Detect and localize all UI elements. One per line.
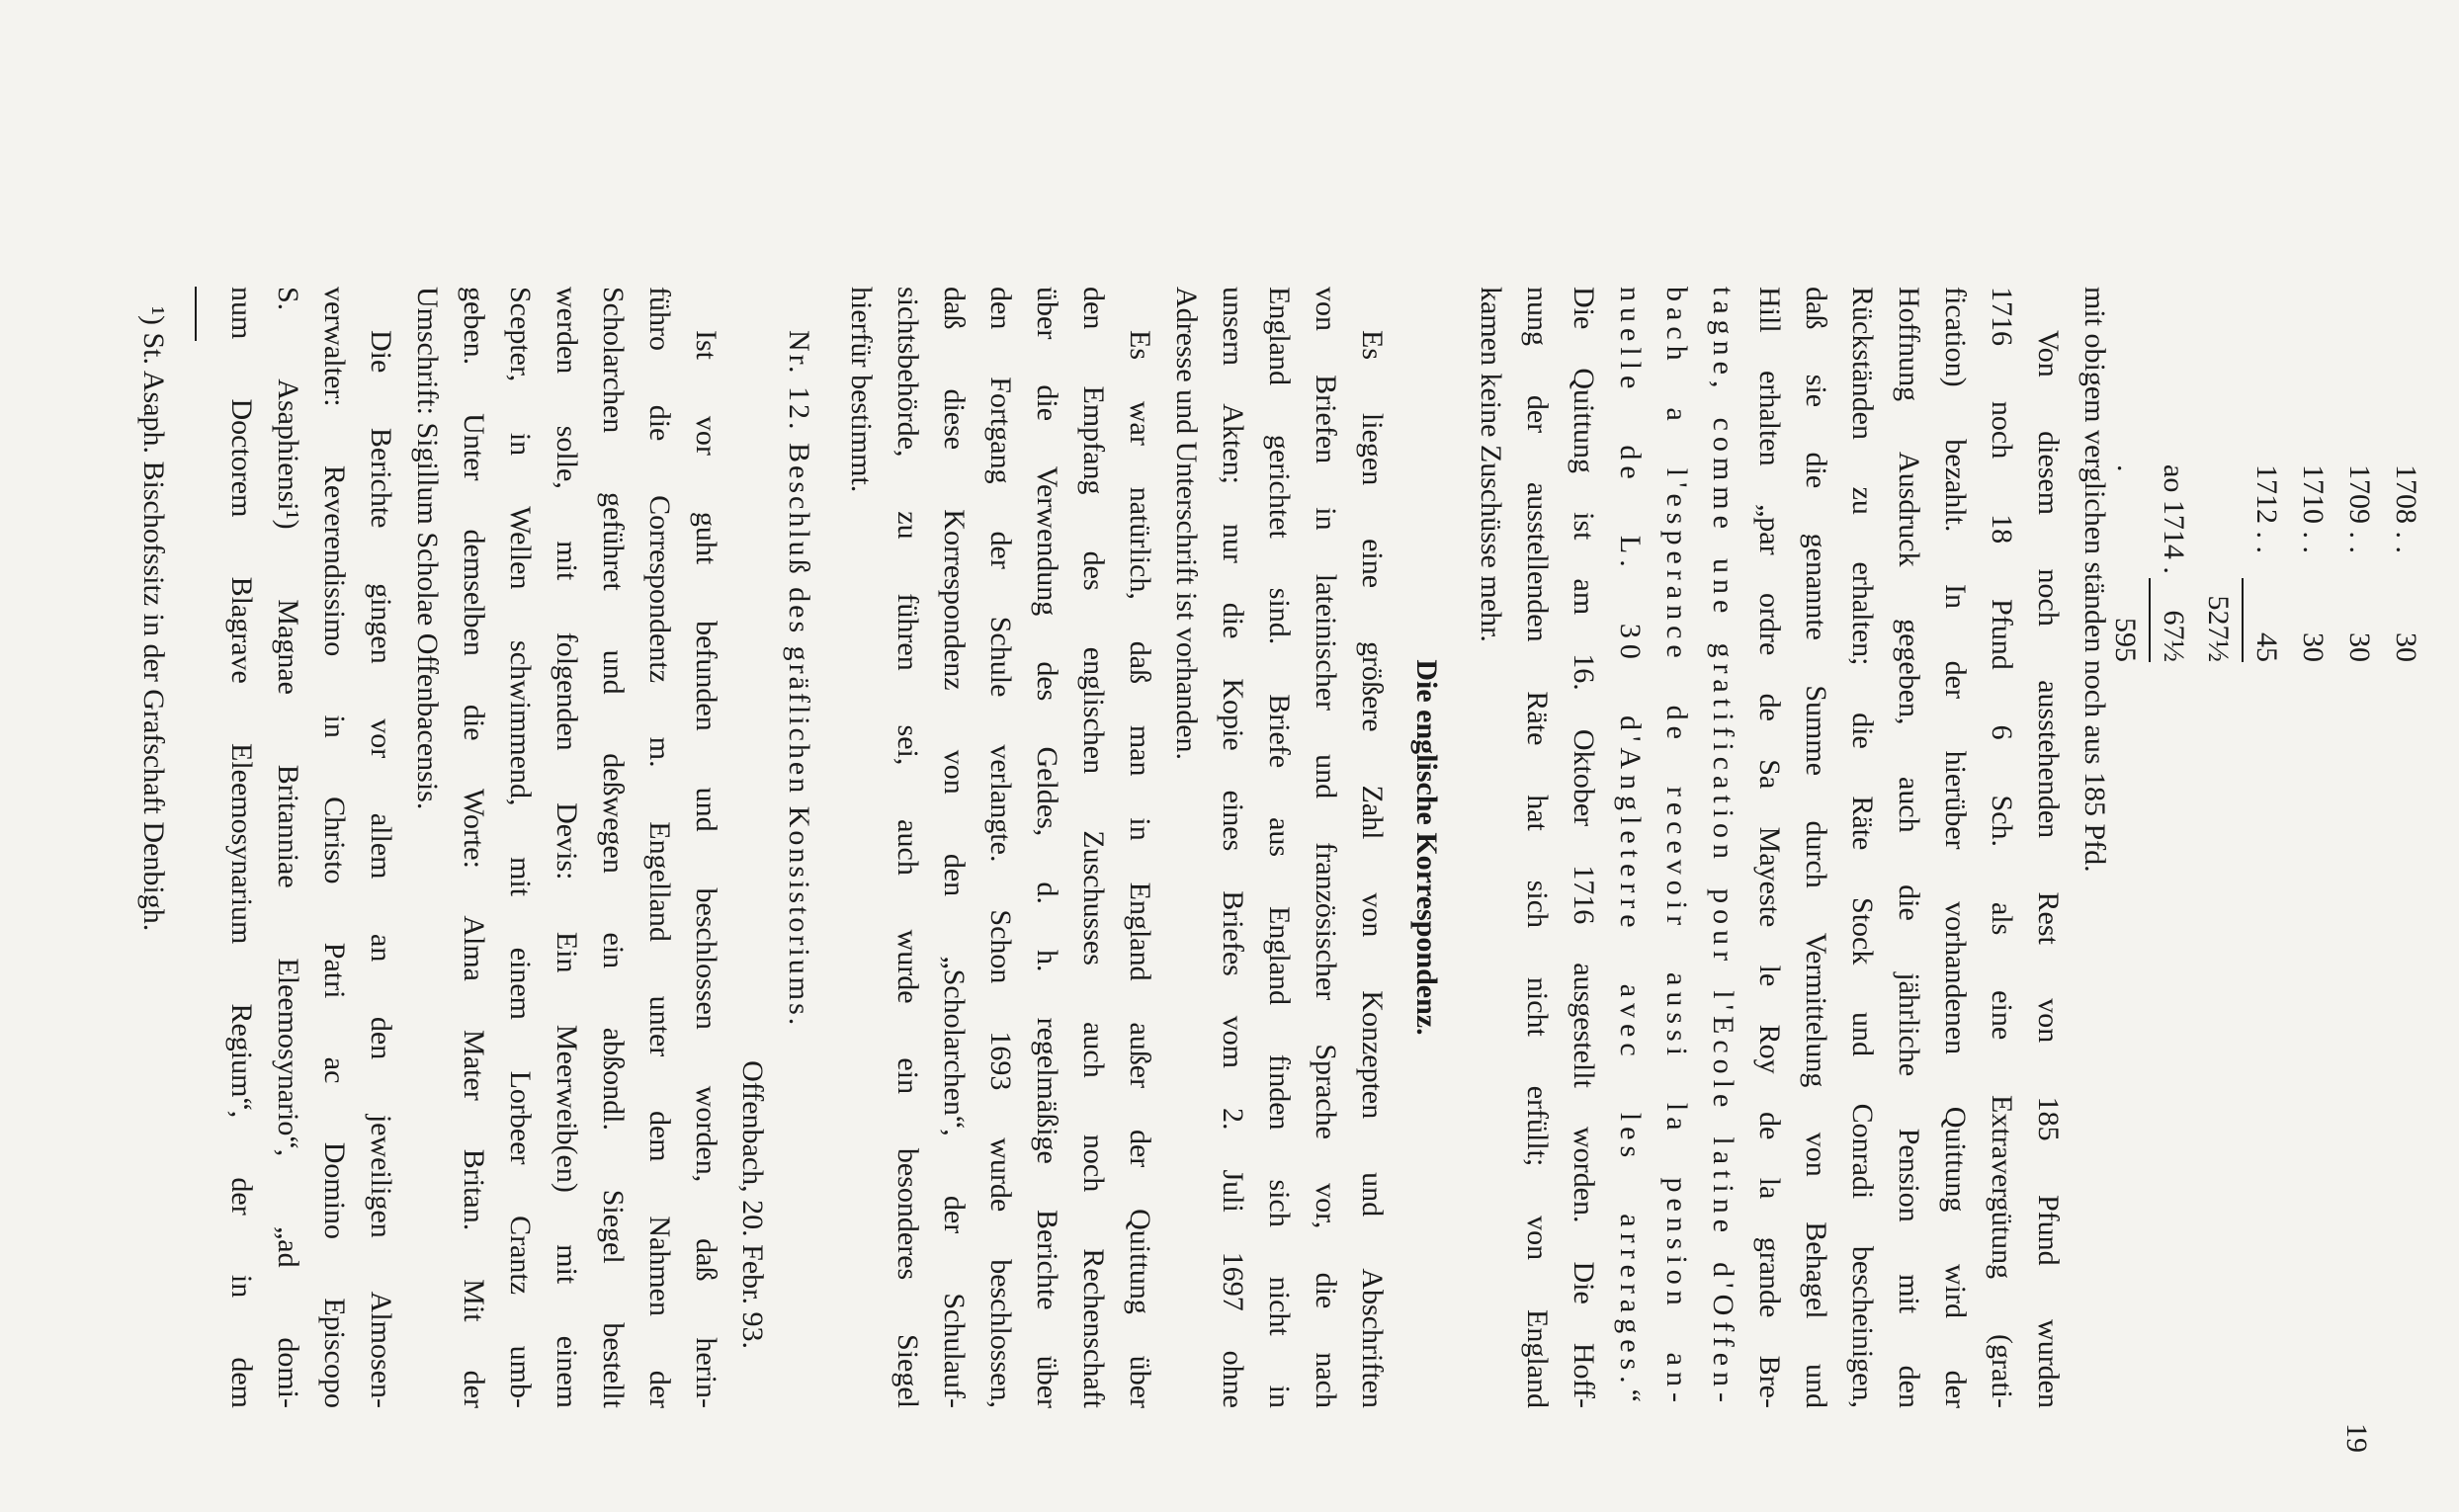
- text-line: nuelle de L. 30 d'Angleterre avec les arrerages.“: [1614, 287, 1647, 1408]
- paragraph-recipients: [218, 287, 404, 1408]
- text-line: Es liegen eine größere Zahl von Konzepten und Abschriften: [1356, 330, 1389, 1408]
- tally-value: 30: [2297, 632, 2330, 662]
- text-line: Adresse und Unterschrift ist vorhanden.: [1170, 287, 1203, 761]
- text-line: kamen keine Zuschüsse mehr.: [1475, 287, 1507, 642]
- text-line: daß sie die genannte Summe durch Vermittelung von Behagel und: [1800, 287, 1832, 1408]
- text-line: verwalter: Reverendissimo in Christo Patri ac Domino Episcopo: [318, 287, 351, 1408]
- tally-value: 30: [2390, 632, 2422, 662]
- text-line: num Doctorem Blagrave Eleemosynarium Regium“, der in dem: [225, 287, 258, 1408]
- text-line: tagne, comme une gratification pour l'Ecole latine d'Offen-: [1707, 287, 1739, 1408]
- tally-year: 1710 . .: [2297, 464, 2330, 553]
- text-line: England gerichtet sind. Briefe aus England finden sich nicht in: [1263, 287, 1296, 1408]
- text-line: Ist vor guht befunden und beschlossen worden, daß herin-: [690, 330, 722, 1408]
- text-line: bach a l'esperance de recevoir aussi la pension an-: [1660, 287, 1693, 1408]
- document-number-heading: Nr. 12. Beschluß des gräflichen Konsistoriums.: [783, 330, 815, 1029]
- text-line: werden solle, mit folgenden Devis: Ein Meerweib(en) mit einem: [551, 287, 583, 1408]
- text-line: Die Quittung ist am 16. Oktober 1716 ausgestellt worden. Die Hoff-: [1568, 287, 1600, 1408]
- tally-year: ao 1714 . .: [2111, 464, 2190, 574]
- text-line: den Fortgang der Schule verlangte. Schon 1693 wurde beschlossen,: [984, 287, 1017, 1408]
- text-line: den Empfang des englischen Zuschusses auch noch Rechenschaft: [1077, 287, 1110, 1408]
- text-line: Hoffnung Ausdruck gegeben, auch die jährliche Pension mit den: [1893, 287, 1925, 1408]
- text-line: Scholarchen geführet und deßwegen ein abßondl. Siegel bestellt: [597, 287, 630, 1408]
- tally-value: 45: [2250, 632, 2283, 662]
- text-line: von Briefen in lateinischer und französischer Sprache vor, die nach: [1310, 287, 1342, 1408]
- section-heading: Die englische Korrespondenz.: [1410, 659, 1443, 1036]
- page-number: 19: [2340, 1423, 2373, 1453]
- text-line: nung der ausstellenden Räte hat sich nicht erfüllt; von England: [1521, 287, 1554, 1408]
- text-line: S. Asaphiensi¹) Magnae Britanniae Eleemosynario“, „ad domi-: [272, 287, 304, 1408]
- footnote-divider: [195, 287, 197, 341]
- tally-year: 1712 . .: [2250, 464, 2283, 553]
- paragraph-letters: [1163, 287, 1396, 1408]
- text-line: Von diesem noch ausstehenden Rest von 185 Pfund wurden: [2032, 330, 2065, 1408]
- text-line: führo die Correspondentz m. Engelland unter dem Nahmen der: [643, 287, 676, 1408]
- text-line: hierfür bestimmt.: [845, 287, 878, 493]
- text-line: mit obigem verglichen ständen noch aus 185 Pfd.: [2078, 287, 2111, 873]
- text-line: sichtsbehörde, zu führen sei, auch wurde ein besonderes Siegel: [891, 287, 924, 1408]
- paragraph-remaining-debt: [1468, 287, 2118, 1408]
- text-line: über die Verwendung des Geldes, d. h. regelmäßige Berichte über: [1031, 287, 1063, 1408]
- tally-year: 1708 . .: [2390, 464, 2422, 553]
- tally-year: 1709 . .: [2343, 464, 2376, 553]
- text-line: Rückständen zu erhalten; die Räte Stock und Conradi bescheinigen,: [1846, 287, 1879, 1408]
- tally-spacer: [2111, 287, 2459, 1408]
- tally-value: 30: [2343, 632, 2376, 662]
- text-line: geben. Unter demselben die Worte: Alma Mater Britan. Mit der: [458, 287, 490, 1408]
- footnote: ¹) St. Asaph. Bischofssitz in der Grafschaft Denbigh.: [137, 306, 170, 932]
- tally-total: 595: [2104, 578, 2151, 662]
- text-line: 1716 noch 18 Pfund 6 Sch. als eine Extravergütung (grati-: [1986, 287, 2018, 1408]
- text-line: fication) bezahlt. In der hierüber vorhandenen Quittung wird der: [1939, 287, 1972, 1408]
- main-text: [130, 287, 2459, 1408]
- text-line: unsern Akten; nur die Kopie eines Briefes vom 2. Juli 1697 ohne: [1217, 287, 1249, 1408]
- text-line: Umschrift: Sigillum Scholae Offenbacensis.: [411, 287, 444, 810]
- tally-value: 67½: [2158, 610, 2190, 662]
- paragraph-reports: [838, 287, 1163, 1408]
- paragraph-resolution: [404, 287, 729, 1408]
- text-line: Hill erhalten „par ordre de Sa Mayeste le Roy de la grande Bre-: [1753, 287, 1786, 1408]
- text-line: Scepter, in Wellen schwimmend, mit einem Lorbeer Crantz umb-: [504, 287, 537, 1408]
- tally-subtotal: 527½: [2197, 578, 2244, 662]
- text-line: daß diese Korrespondenz von den „Scholarchen“, der Schulauf-: [938, 287, 971, 1408]
- place-date: Offenbach, 20. Febr. 93.: [736, 1060, 769, 1349]
- text-line: Die Berichte gingen vor allem an den jeweiligen Almosen-: [365, 330, 397, 1408]
- text-line: Es war natürlich, daß man in England außer der Quittung über: [1124, 330, 1156, 1408]
